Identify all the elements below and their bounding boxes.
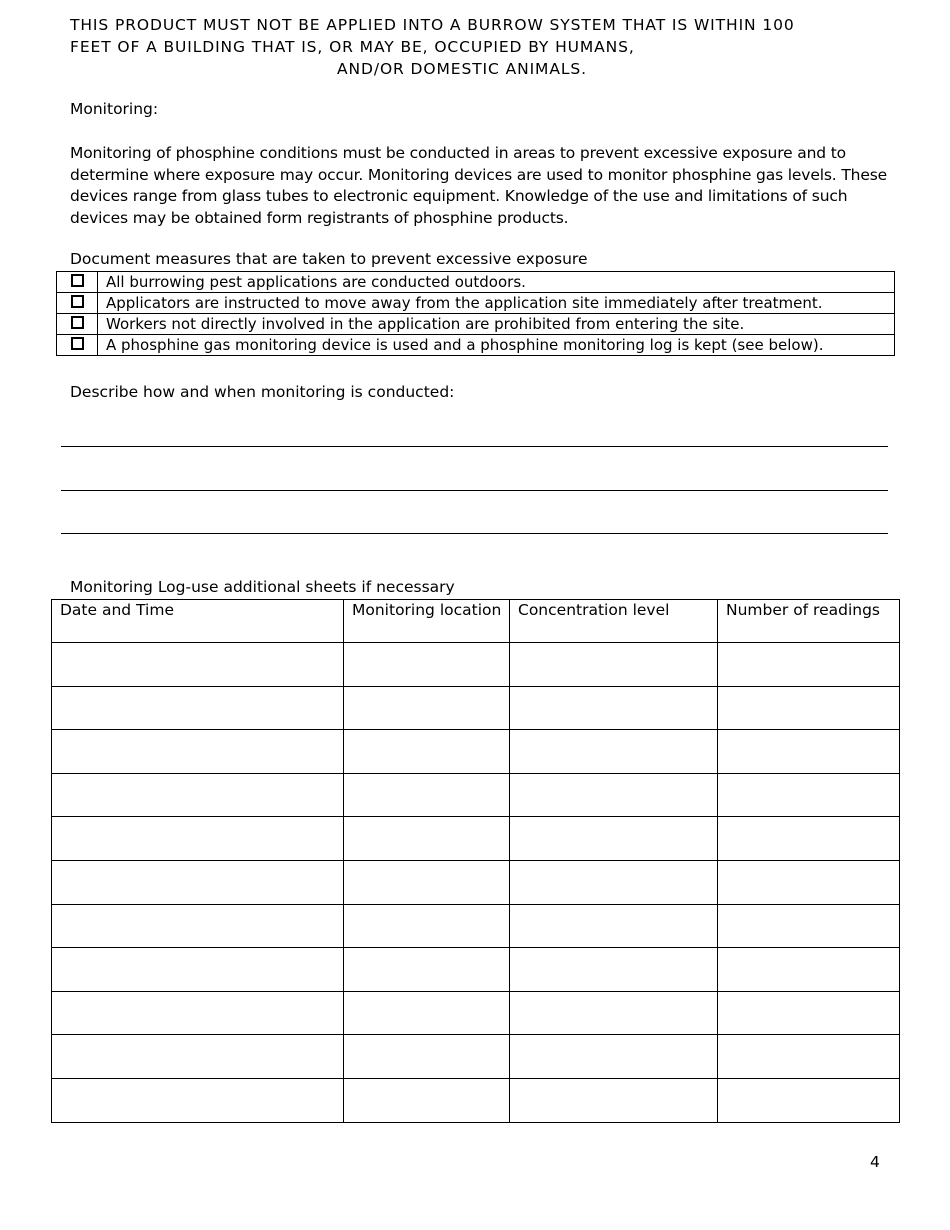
log-cell[interactable] [718,860,900,904]
measure-label: All burrowing pest applications are conducted outdoors. [98,272,895,293]
log-cell[interactable] [344,904,510,948]
log-cell[interactable] [510,730,718,774]
log-row [52,730,900,774]
log-row [52,686,900,730]
measure-label: A phosphine gas monitoring device is used and a phosphine monitoring log is kept (see below). [98,335,895,356]
log-cell[interactable] [52,817,344,861]
measure-row [57,314,895,335]
log-cell[interactable] [344,991,510,1035]
log-cell[interactable] [52,1078,344,1122]
log-cell[interactable] [510,860,718,904]
warning-line: THIS PRODUCT MUST NOT BE APPLIED INTO A BURROW SYSTEM THAT IS WITHIN 100 [70,16,795,34]
log-row [52,1035,900,1079]
measures-checklist [56,271,895,356]
warning-line: FEET OF A BUILDING THAT IS, OR MAY BE, OCCUPIED BY HUMANS, [70,38,635,56]
log-cell[interactable] [718,817,900,861]
log-row [52,773,900,817]
answer-line[interactable] [61,533,888,534]
measure-checkbox-cell[interactable] [57,272,98,293]
answer-line[interactable] [61,446,888,447]
answer-line[interactable] [61,490,888,491]
log-cell[interactable] [510,643,718,687]
log-cell[interactable] [344,860,510,904]
log-cell[interactable] [52,643,344,687]
log-cell[interactable] [718,730,900,774]
measure-label: Applicators are instructed to move away from the application site immediately after treatment. [98,293,895,314]
log-row [52,948,900,992]
measure-row [57,272,895,293]
log-cell[interactable] [344,686,510,730]
column-header-readings: Number of readings [718,600,900,643]
log-cell[interactable] [718,948,900,992]
paragraph-line: devices range from glass tubes to electronic equipment. Knowledge of the use and limitations of such [70,187,848,205]
log-title: Monitoring Log-use additional sheets if necessary [70,578,455,596]
log-cell[interactable] [344,643,510,687]
log-cell[interactable] [510,904,718,948]
log-header-row [52,600,900,643]
log-cell[interactable] [344,1078,510,1122]
measures-title: Document measures that are taken to prevent excessive exposure [70,250,588,268]
log-cell[interactable] [510,1035,718,1079]
warning-line: AND/OR DOMESTIC ANIMALS. [337,60,587,78]
measure-label: Workers not directly involved in the application are prohibited from entering the site. [98,314,895,335]
log-cell[interactable] [510,773,718,817]
log-cell[interactable] [718,991,900,1035]
paragraph-line: Monitoring of phosphine conditions must be conducted in areas to prevent excessive exposure and to [70,144,846,162]
log-cell[interactable] [718,1035,900,1079]
log-cell[interactable] [52,860,344,904]
log-cell[interactable] [52,730,344,774]
warning-notice [70,14,900,80]
log-cell[interactable] [52,686,344,730]
checkbox-icon[interactable] [71,295,84,308]
log-cell[interactable] [510,1078,718,1122]
log-cell[interactable] [52,1035,344,1079]
monitoring-heading: Monitoring: [70,100,159,118]
checkbox-icon[interactable] [71,316,84,329]
log-cell[interactable] [718,643,900,687]
measure-checkbox-cell[interactable] [57,293,98,314]
log-row [52,643,900,687]
log-cell[interactable] [344,948,510,992]
log-row [52,991,900,1035]
log-row [52,860,900,904]
column-header-concentration: Concentration level [510,600,718,643]
column-header-date-time: Date and Time [52,600,344,643]
log-cell[interactable] [344,1035,510,1079]
log-cell[interactable] [344,730,510,774]
measure-checkbox-cell[interactable] [57,314,98,335]
monitoring-log-table [51,599,900,1123]
log-cell[interactable] [344,773,510,817]
column-header-location: Monitoring location [344,600,510,643]
log-cell[interactable] [510,817,718,861]
log-row [52,817,900,861]
log-body [52,643,900,1123]
checkbox-icon[interactable] [71,274,84,287]
log-cell[interactable] [52,773,344,817]
log-row [52,1078,900,1122]
paragraph-line: determine where exposure may occur. Monitoring devices are used to monitor phosphine gas levels. These [70,165,888,184]
log-cell[interactable] [52,948,344,992]
measure-row [57,335,895,356]
log-cell[interactable] [52,904,344,948]
monitoring-paragraph [70,143,900,229]
checkbox-icon[interactable] [71,337,84,350]
log-cell[interactable] [52,991,344,1035]
log-cell[interactable] [510,991,718,1035]
log-cell[interactable] [510,948,718,992]
page-number: 4 [870,1153,880,1171]
log-cell[interactable] [718,773,900,817]
describe-label: Describe how and when monitoring is conducted: [70,383,455,401]
log-cell[interactable] [510,686,718,730]
log-cell[interactable] [718,904,900,948]
log-row [52,904,900,948]
log-cell[interactable] [718,686,900,730]
measure-checkbox-cell[interactable] [57,335,98,356]
measure-row [57,293,895,314]
paragraph-line: devices may be obtained form registrants of phosphine products. [70,208,569,227]
log-cell[interactable] [344,817,510,861]
log-cell[interactable] [718,1078,900,1122]
